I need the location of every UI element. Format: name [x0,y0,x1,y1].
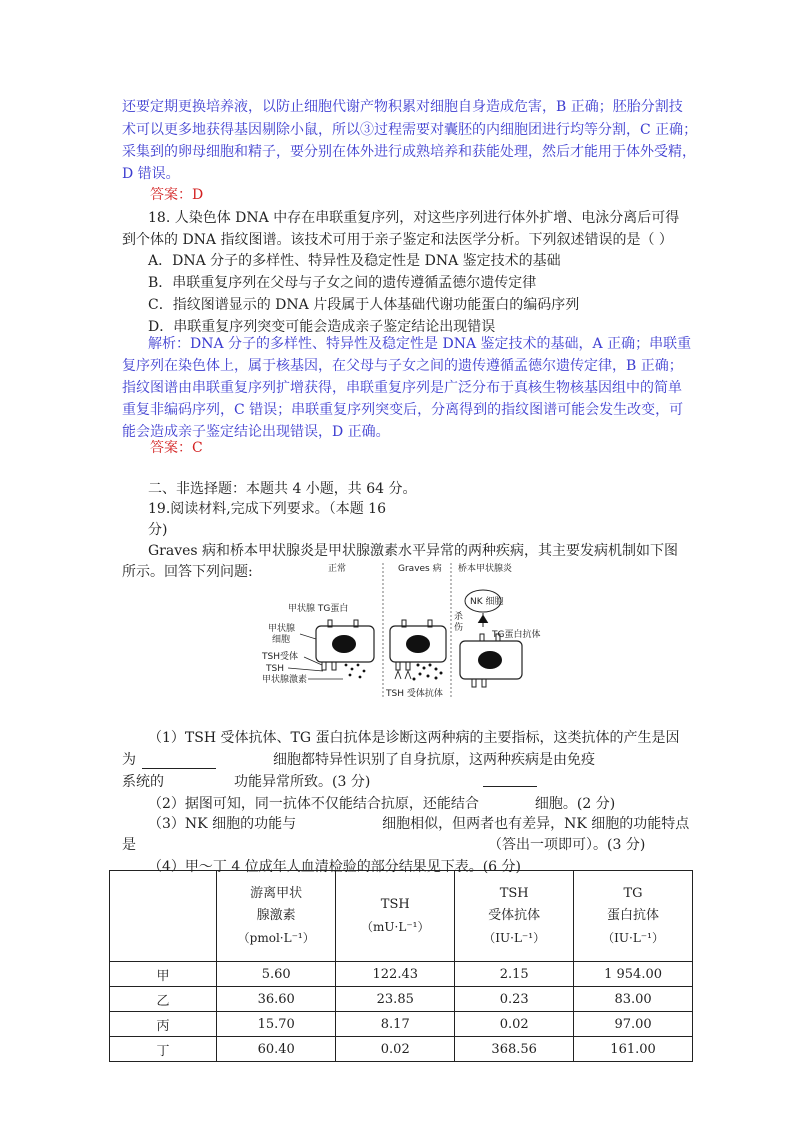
tsh-receptor-antibody [395,671,411,679]
header-text: 腺激素 [256,908,296,923]
q19-part3 [148,813,689,833]
nucleus [406,635,430,653]
table-row [110,987,693,1012]
q18-option-c: C．指纹图谱显示的 DNA 片段属于人体基础代谢功能蛋白的编码序列 [148,297,580,313]
header-text: TG [623,886,643,901]
text: 为 [122,752,136,768]
header-unit: （pmol·L⁻¹） [237,931,315,945]
table-cell: 23.85 [336,987,455,1012]
text: 系统的 [122,774,164,790]
q17-analysis-line: 还要定期更换培养液，以防止细胞代谢产物积累对细胞自身造成危害，B 正确；胚胎分割技 [122,99,683,115]
answer-label: 答案： [150,440,192,456]
q18-analysis-line: 指纹图谱由串联重复序列扩增获得，串联重复序列是广泛分布于真核生物核基因组中的简单 [122,380,682,396]
text: （答出一项即可）。(3 分) [488,837,646,853]
label-tg-protein: 甲状腺 TG蛋白 [288,604,349,614]
label-thyroid-cell: 细胞 [272,635,291,645]
table-cell: 122.43 [336,962,455,987]
answer-blank[interactable] [136,837,488,853]
q19-intro-cont: 所示。回答下列问题: [122,564,253,580]
answer-value: D [192,187,204,203]
q18-option-a: A．DNA 分子的多样性、特异性及稳定性是 DNA 鉴定技术的基础 [148,253,561,269]
answer-label: 答案： [150,187,192,203]
table-row [110,1037,693,1062]
label-tsh-receptor-antibody: TSH 受体抗体 [386,689,443,699]
label-thyroid-cell: 甲状腺 [268,624,296,634]
pathogenesis-diagram [258,561,541,701]
q19-title-cont: 分) [148,522,168,538]
answer-blank[interactable] [483,786,537,787]
label-kill: 伤 [454,623,464,633]
answer-value: C [192,440,203,456]
nucleus [478,651,502,669]
table-cell: 1 954.00 [574,962,693,987]
q19-part1-line2 [122,749,595,769]
q19-part1: （1）TSH 受体抗体、TG 蛋白抗体是诊断这两种病的主要指标，这类抗体的产生是因 [148,730,680,746]
header-text: 受体抗体 [488,908,541,923]
header-unit: （IU·L⁻¹） [602,931,664,945]
text: 细胞相似，但两者也有差异，NK 细胞的功能特点 [382,816,690,832]
q17-answer [150,184,203,204]
table-header-row [110,871,693,962]
q19-part2 [148,793,615,813]
label-tsh-receptor: TSH受体 [262,652,298,662]
hormone-dots [413,664,443,681]
header-unit: （IU·L⁻¹） [483,931,546,945]
label-tg-antibody: TG蛋白抗体 [492,630,541,640]
text: （3）NK 细胞的功能与 [148,816,297,832]
label-kill: 杀 [454,612,464,622]
table-cell: 36.60 [217,987,336,1012]
q18-analysis-line: 重复非编码序列，C 错误；串联重复序列突变后，分离得到的指纹图谱可能会发生改变，可 [122,402,684,418]
q19-intro: Graves 病和桥本甲状腺炎是甲状腺激素水平异常的两种疾病，其主要发病机制如下图 [148,543,679,559]
q18-option-b: B．串联重复序列在父母与子女之间的遗传遵循孟德尔遗传定律 [148,275,537,291]
text: 细胞都特异性识别了自身抗原，这两种疾病是由免疫 [273,752,595,768]
q18-stem-line: 18. 人染色体 DNA 中存在串联重复序列，对这些序列进行体外扩增、电泳分离后可得 [148,210,680,226]
section-heading: 二、非选择题：本题共 4 小题，共 64 分。 [148,481,417,497]
table-cell: 5.60 [217,962,336,987]
table-cell: 60.40 [217,1037,336,1062]
row-label: 丙 [110,1012,217,1037]
table-cell: 97.00 [574,1012,693,1037]
header-unit: （mU·L⁻¹） [361,920,430,934]
header-text: 蛋白抗体 [607,908,660,923]
label-tsh: TSH [266,664,284,674]
q19-part4: （4）甲～丁 4 位成年人血清检验的部分结果见下表。(6 分) [148,859,521,875]
header-text: TSH [499,886,529,901]
table-cell: 2.15 [455,962,574,987]
table-cell: 161.00 [574,1037,693,1062]
q17-analysis-line: 采集到的卵母细胞和精子，要分别在体外进行成熟培养和获能处理，然后才能用于体外受精， [122,144,696,160]
table-cell: 15.70 [217,1012,336,1037]
table-cell: 8.17 [336,1012,455,1037]
table-cell: 83.00 [574,987,693,1012]
text: 细胞。(2 分) [534,796,616,812]
tsh-receptor [332,662,336,670]
column-header [217,871,336,962]
answer-blank[interactable] [142,752,216,769]
row-label: 乙 [110,987,217,1012]
row-label: 甲 [110,962,217,987]
table-cell: 0.02 [336,1037,455,1062]
nucleus [332,635,356,653]
q18-analysis-line: 解析：DNA 分子的多样性、特异性及稳定性是 DNA 鉴定技术的基础，A 正确；串联重 [148,336,692,352]
panel-title-normal: 正常 [328,564,347,574]
serum-results-table [109,870,693,1062]
corner-cell [110,871,217,962]
row-label: 丁 [110,1037,217,1062]
q17-analysis [122,96,698,186]
table-cell: 0.02 [455,1012,574,1037]
q17-analysis-line: D 错误。 [122,166,180,182]
panel-title-graves: Graves 病 [398,564,442,574]
q17-analysis-line: 术可以更多地获得基因剔除小鼠，所以③过程需要对囊胚的内细胞团进行均等分割，C 正确； [122,122,698,138]
answer-blank[interactable] [296,816,382,832]
q18-analysis-line: 复序列在染色体上，属于核基因，在父母与子女之间的遗传遵循孟德尔遗传定律，B 正确； [122,358,683,374]
text: 是 [122,837,136,853]
panel-title-hashimoto: 桥本甲状腺炎 [458,564,513,574]
answer-blank[interactable] [479,796,535,812]
column-header [336,871,455,962]
q18-stem-line: 到个体的 DNA 指纹图谱。该技术可用于亲子鉴定和法医学分析。下列叙述错误的是（ ） [122,232,673,248]
q19-title: 19.阅读材料,完成下列要求。（本题 16 [148,501,386,517]
column-header [574,871,693,962]
answer-blank[interactable] [164,774,234,790]
label-nk-cell: NK 细胞 [470,597,504,607]
q18-answer [150,437,203,457]
column-header [455,871,574,962]
table-cell: 0.23 [455,987,574,1012]
text: （2）据图可知，同一抗体不仅能结合抗原，还能结合 [148,796,479,812]
text: 功能异常所致。(3 分) [234,774,371,790]
header-text: 游离甲状 [250,886,303,901]
tsh-receptor [322,662,326,670]
q19-part1-line3 [122,771,370,791]
header-text: TSH [380,897,410,912]
label-thyroid-hormone: 甲状腺激素 [262,675,308,685]
table-row [110,962,693,987]
table-row [110,1012,693,1037]
table-cell: 368.56 [455,1037,574,1062]
q19-part3-line2 [122,834,645,854]
hormone-dots [345,664,366,679]
q18-analysis-line: 能会造成亲子鉴定结论出现错误，D 正确。 [122,424,390,440]
q18-option-d: D．串联重复序列突变可能会造成亲子鉴定结论出现错误 [148,319,496,335]
